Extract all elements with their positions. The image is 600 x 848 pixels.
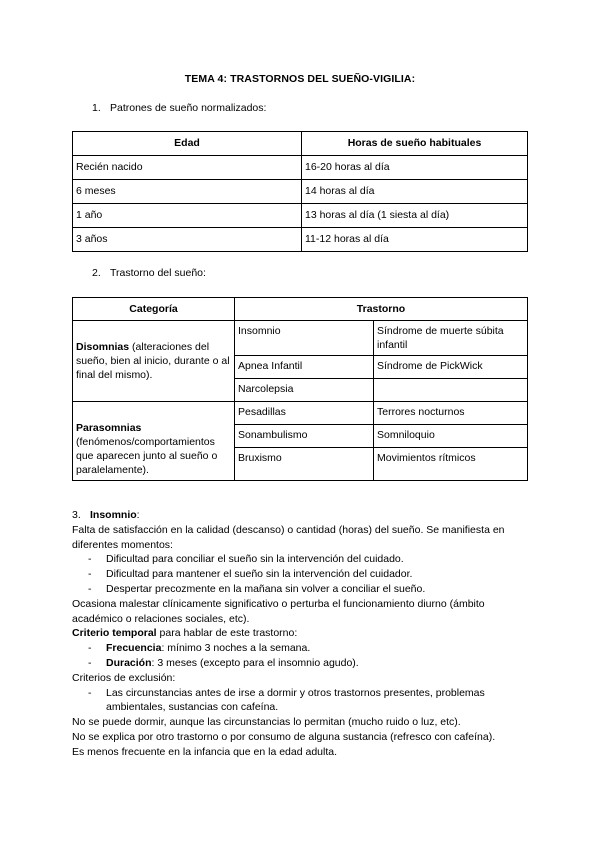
disorder-cell: Sonambulismo xyxy=(235,425,374,448)
table-row xyxy=(73,321,528,356)
section-2-text: Trastorno del sueño: xyxy=(110,267,206,279)
section-2-heading xyxy=(92,266,206,280)
sleep-disorders-table xyxy=(72,297,528,481)
section-3-colon: : xyxy=(136,509,140,521)
table-row xyxy=(73,156,528,180)
disorder-cell: Somniloquio xyxy=(374,425,528,448)
moment-text: Despertar precozmente en la mañana sin volver a conciliar el sueño. xyxy=(106,582,426,595)
insomnio-section xyxy=(72,508,532,760)
table-row xyxy=(73,204,528,228)
criterio-label: Criterio temporal xyxy=(72,627,157,640)
category-parasomnias xyxy=(73,402,235,481)
category-dissomnias-title: Disomnias xyxy=(76,340,130,353)
criterio-item-text: : 3 meses (excepto para el insomnio agudo). xyxy=(151,656,359,669)
cell-age: Recién nacido xyxy=(73,156,302,180)
disorder-cell: Pesadillas xyxy=(235,402,374,425)
disorder-cell: Terrores nocturnos xyxy=(374,402,528,425)
table-row xyxy=(73,228,528,252)
cell-hours: 14 horas al día xyxy=(302,180,528,204)
header-horas: Horas de sueño habituales xyxy=(302,132,528,156)
section-3-number: 3. xyxy=(72,509,81,521)
table-header-row xyxy=(73,298,528,321)
disorder-cell: Insomnio xyxy=(235,321,374,356)
category-dissomnias-desc: (alteraciones del sueño, bien al inicio, durante o al final del mismo). xyxy=(76,340,230,382)
disorder-cell: Movimientos rítmicos xyxy=(374,448,528,481)
page-title: TEMA 4: TRASTORNOS DEL SUEÑO-VIGILIA: xyxy=(184,73,416,85)
header-categoria: Categoría xyxy=(73,298,235,321)
disorder-cell: Bruxismo xyxy=(235,448,374,481)
cell-hours: 11-12 horas al día xyxy=(302,228,528,252)
cell-hours: 16-20 horas al día xyxy=(302,156,528,180)
section-1-number: 1. xyxy=(92,102,101,114)
criterio-temporal xyxy=(72,626,532,641)
category-parasomnias-title: Parasomnias xyxy=(76,421,142,434)
disorder-cell: Síndrome de muerte súbita infantil xyxy=(374,321,528,356)
moment-text: Dificultad para mantener el sueño sin la intervención del cuidador. xyxy=(106,568,413,581)
section-1-heading xyxy=(92,101,266,115)
sleep-patterns-table xyxy=(72,131,528,252)
list-item: - Las circunstancias antes de irse a dormir y otros trastornos presentes, problemas ambientales, sustancias con cafeína. xyxy=(88,686,485,714)
cell-age: 1 año xyxy=(73,204,302,228)
disorder-cell xyxy=(374,379,528,402)
criterio-rest: para hablar de este trastorno: xyxy=(156,627,298,640)
table-row xyxy=(73,180,528,204)
malestar-paragraph: Ocasiona malestar clínicamente significativo o perturba el funcionamiento diurno (ámbito académico o relaciones sociales, etc). xyxy=(72,597,485,625)
list-item: - Duración: 3 meses (excepto para el insomnio agudo). xyxy=(88,656,359,669)
disorder-cell: Narcolepsia xyxy=(235,379,374,402)
section-3-title: Insomnio xyxy=(90,509,137,521)
list-item: - Despertar precozmente en la mañana sin volver a conciliar el sueño. xyxy=(88,582,426,595)
header-trastorno: Trastorno xyxy=(235,298,528,321)
table-header-row xyxy=(73,132,528,156)
section-2-number: 2. xyxy=(92,267,101,279)
disorder-cell: Apnea Infantil xyxy=(235,356,374,379)
cell-age: 6 meses xyxy=(73,180,302,204)
moment-text: Dificultad para conciliar el sueño sin la intervención del cuidado. xyxy=(106,553,404,566)
exclusion-text: Las circunstancias antes de irse a dormir y otros trastornos presentes, problemas ambientales, sustancias con cafeína. xyxy=(106,686,485,714)
criterio-item-label: Frecuencia xyxy=(106,642,162,655)
header-edad: Edad xyxy=(73,132,302,156)
list-item: - Dificultad para conciliar el sueño sin la intervención del cuidado. xyxy=(88,553,404,566)
category-dissomnias xyxy=(73,321,235,402)
closing-line: No se puede dormir, aunque las circunstancias lo permitan (mucho ruido o luz, etc). xyxy=(72,716,461,729)
disorder-cell: Síndrome de PickWick xyxy=(374,356,528,379)
exclusion-title: Criterios de exclusión: xyxy=(72,671,176,684)
insomnio-intro: Falta de satisfacción en la calidad (descanso) o cantidad (horas) del sueño. Se manifiesta en diferentes momentos: xyxy=(72,523,505,551)
criterio-item-label: Duración xyxy=(106,656,152,669)
section-3-heading xyxy=(72,508,532,523)
list-item: - Dificultad para mantener el sueño sin la intervención del cuidador. xyxy=(88,568,413,581)
list-item: - Frecuencia: mínimo 3 noches a la semana. xyxy=(88,642,311,655)
section-1-text: Patrones de sueño normalizados: xyxy=(110,102,267,114)
closing-line: Es menos frecuente en la infancia que en la edad adulta. xyxy=(72,745,338,758)
cell-hours: 13 horas al día (1 siesta al día) xyxy=(302,204,528,228)
category-parasomnias-desc: (fenómenos/comportamientos que aparecen junto al sueño o paralelamente). xyxy=(76,435,218,477)
cell-age: 3 años xyxy=(73,228,302,252)
criterio-item-text: : mínimo 3 noches a la semana. xyxy=(161,642,311,655)
closing-line: No se explica por otro trastorno o por consumo de alguna sustancia (refresco con cafeína). xyxy=(72,730,496,743)
table-row xyxy=(73,402,528,425)
